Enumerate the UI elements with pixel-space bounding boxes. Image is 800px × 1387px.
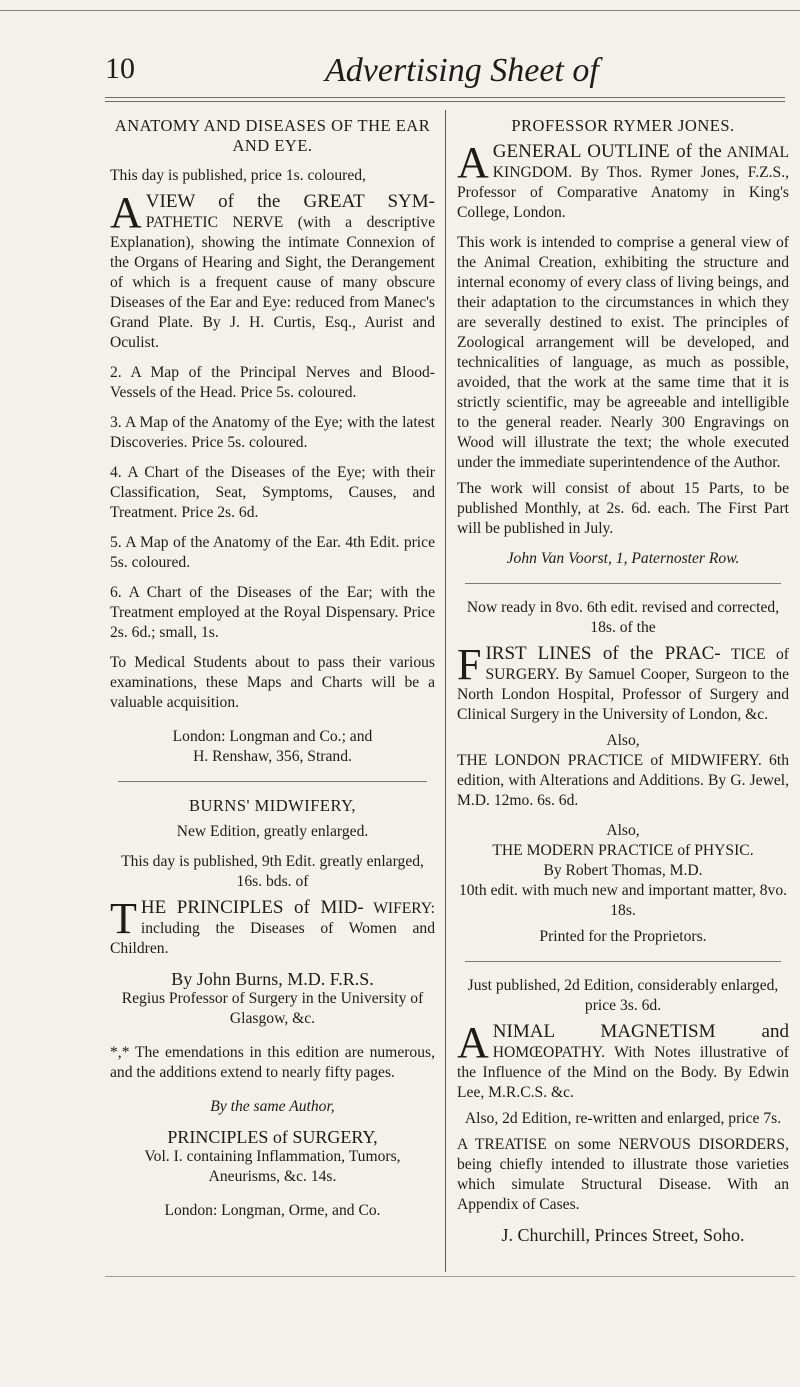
ad-title: BURNS' MIDWIFERY, (188, 796, 357, 815)
section-separator (465, 961, 781, 962)
right-column (457, 116, 789, 1245)
section-separator (118, 781, 427, 782)
header-rule-top (105, 97, 785, 98)
ad-item-5: 5. A Map of the Anatomy of the Ear. 4th Edit. price 5s. coloured. (110, 534, 435, 571)
ad-burns-midwifery (110, 796, 435, 1221)
publisher-line: J. Churchill, Princes Street, Soho. (501, 1225, 745, 1245)
printed-for: Printed for the Proprietors. (539, 928, 707, 945)
item-lead: GENERAL OUTLINE of the (492, 141, 722, 162)
ad-anatomy-ear-eye (110, 116, 435, 767)
running-title: Advertising Sheet of (325, 52, 599, 89)
ad-intro: This day is published, 9th Edit. greatly enlarged, 16s. bds. of (121, 853, 424, 890)
bottom-rule (105, 1276, 795, 1277)
page-header (105, 52, 765, 92)
edition-note: *,* The emendations in this edition are numerous, and the additions extend to nearly fifty pages. (110, 1044, 435, 1081)
ad-intro: Now ready in 8vo. 6th edit. revised and corrected, 18s. of the (466, 599, 780, 636)
also-label: Also, (606, 822, 640, 839)
item-body: PATHETIC NERVE (with a descriptive Explanation), showing the intimate Connexion of the Organs of Hearing and Sight, the Derangement of which is a frequent cause of many obscure Diseases of the Ear and Eye: reduced from Manec's Grand Plate. By J. H. Curtis, Esq., Aurist and Oculist. (110, 214, 435, 351)
drop-cap: A (457, 1018, 489, 1067)
ad-title: ANATOMY AND DISEASES OF THE EAR AND EYE. (114, 116, 431, 155)
ad-author: By John Burns, M.D. F.R.S. (171, 969, 374, 989)
ad-book-title (110, 894, 435, 959)
item-body: WIFERY: including the Diseases of Women and Children. (110, 900, 435, 957)
publisher-line-2: H. Renshaw, 356, Strand. (193, 748, 352, 765)
left-column (110, 116, 435, 1221)
item-body: TICE of SURGERY. By Samuel Cooper, Surgeon to the North London Hospital, Professor of Surgery and Clinical Surgery in the University of London, &c. (457, 646, 789, 723)
by-same-author: By the same Author, (210, 1098, 335, 1115)
students-note: To Medical Students about to pass their various examinations, these Maps and Charts will be a valuable acquisition. (110, 654, 435, 711)
column-divider (445, 110, 446, 1272)
ad-book-title (457, 640, 789, 725)
ad-item-6: 6. A Chart of the Diseases of the Ear; with the Treatment employed at the Royal Dispensary. Price 2s. 6d.; small, 1s. (110, 584, 435, 641)
publisher-line-1: London: Longman and Co.; and (172, 728, 373, 745)
page-number: 10 (105, 52, 135, 85)
item-body: ANIMAL KINGDOM. By Thos. Rymer Jones, F.Z.S., Professor of Comparative Anatomy in King's College, London. (457, 144, 789, 221)
ad-intro: Just published, 2d Edition, considerably enlarged, price 3s. 6d. (467, 977, 779, 1014)
ad-physic-author: By Robert Thomas, M.D. (543, 862, 703, 879)
book-2-title: PRINCIPLES of SURGERY, (167, 1127, 378, 1147)
book-2-description: Vol. I. containing Inflammation, Tumors, Aneurisms, &c. 14s. (144, 1148, 401, 1185)
ad-parts: The work will consist of about 15 Parts, to be published Monthly, at 2s. 6d. each. The First Part will be published in July. (457, 480, 789, 537)
ad-animal-magnetism (457, 976, 789, 1245)
drop-cap: A (457, 138, 489, 187)
ad-item-3: 3. A Map of the Anatomy of the Eye; with the latest Discoveries. Price 5s. coloured. (110, 414, 435, 451)
ad-description: This work is intended to comprise a general view of the Animal Creation, exhibiting the structure and internal economy of every class of living beings, and their adaptation to the circumstances in which they are severally destined to exist. The principles of Zoological arrangement will be developed, and technicalities of language, as much as possible, avoided, that the work at the same time that it is strictly scientific, may be agreeable and intelligible to the general reader. Nearly 300 Engravings on Wood will illustrate the text; the whole executed under the immediate superintendence of the Author. (457, 234, 789, 471)
drop-cap: A (110, 188, 142, 237)
item-lead: VIEW of the GREAT SYM- (145, 191, 435, 212)
item-lead: NIMAL MAGNETISM and (492, 1021, 789, 1042)
ad-physic-title: THE MODERN PRACTICE of PHYSIC. (492, 842, 754, 859)
also-label: Also, (606, 732, 640, 749)
ad-item-2: 2. A Map of the Principal Nerves and Blood-Vessels of the Head. Price 5s. coloured. (110, 364, 435, 401)
item-lead: IRST LINES of the PRAC- (485, 643, 721, 664)
ad-also-edition: Also, 2d Edition, re-written and enlarged, price 7s. (464, 1110, 782, 1127)
section-separator (465, 583, 781, 584)
ad-book-title (457, 138, 789, 223)
ad-title: PROFESSOR RYMER JONES. (511, 116, 735, 135)
top-rule (0, 10, 800, 11)
drop-cap: T (110, 894, 137, 943)
item-body: HOMŒOPATHY. With Notes illustrative of the Influence of the Mind on the Body. By Edwin Lee, M.R.C.S. &c. (457, 1044, 789, 1101)
ad-item-1 (110, 188, 435, 353)
ad-book-title (457, 1018, 789, 1103)
ad-cooper-surgery (457, 598, 789, 947)
publisher-line: London: Longman, Orme, and Co. (164, 1202, 381, 1219)
ad-intro: This day is published, price 1s. coloured, (110, 167, 366, 184)
item-lead: HE PRINCIPLES of MID- (140, 897, 364, 918)
ad-midwifery-book: THE LONDON PRACTICE of MIDWIFERY. 6th edition, with Alterations and Additions. By G. Jewel, M.D. 12mo. 6s. 6d. (457, 752, 789, 809)
ad-item-4: 4. A Chart of the Diseases of the Eye; with their Classification, Seat, Symptoms, Causes, and Treatment. Price 2s. 6d. (110, 464, 435, 521)
ad-physic-description: 10th edit. with much new and important matter, 8vo. 18s. (458, 882, 788, 919)
ad-rymer-jones (457, 116, 789, 569)
header-rule-bottom (105, 101, 785, 102)
publisher-line: John Van Voorst, 1, Paternoster Row. (506, 550, 740, 567)
ad-subtitle: New Edition, greatly enlarged. (176, 823, 369, 840)
ad-treatise: A TREATISE on some NERVOUS DISORDERS, being chiefly intended to illustrate those varieties which simulate Structural Disease. With an Appendix of Cases. (457, 1136, 789, 1213)
ad-affiliation: Regius Professor of Surgery in the University of Glasgow, &c. (121, 990, 424, 1027)
drop-cap: F (457, 640, 482, 689)
